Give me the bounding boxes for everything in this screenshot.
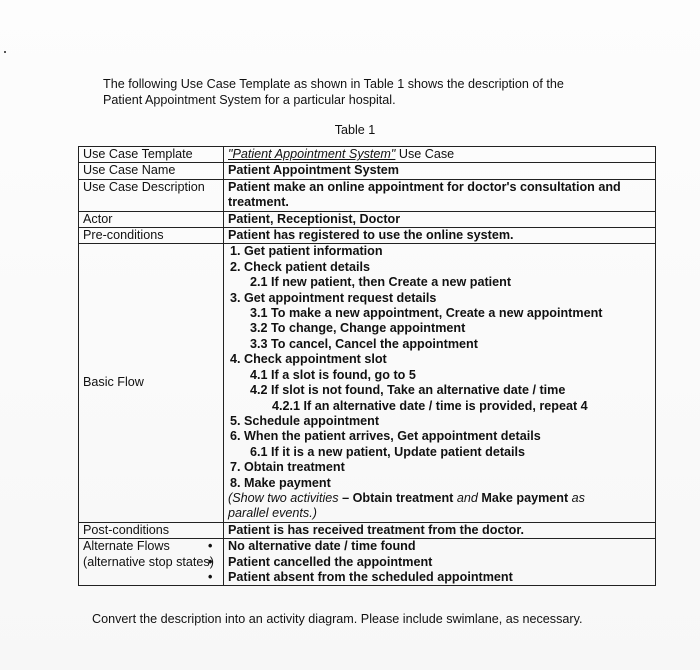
row-alternate [79,539,656,586]
row-name [79,163,656,179]
scan-speck [4,51,6,53]
label-postconditions: Post-conditions [79,522,224,538]
flow-step: 1. Get patient information [230,244,383,259]
row-actor [79,211,656,227]
flow-substep: 3.2 To change, Change appointment [250,321,466,336]
label-actor: Actor [79,211,224,227]
label-basic-flow: Basic Flow [79,244,224,522]
row-postconditions [79,522,656,538]
flow-subsubstep: 4.2.1 If an alternative date / time is provided, repeat 4 [272,398,588,413]
note-dash: – Obtain treatment [338,490,457,505]
intro-line-1: The following Use Case Template as shown in Table 1 shows the description of the [103,77,564,91]
alternate-item: • Patient absent from the scheduled appointment [228,570,651,585]
row-preconditions [79,228,656,244]
question-text: Convert the description into an activity diagram. Please include swimlane, as necessary. [92,612,583,626]
note-and: and [456,490,478,505]
intro-paragraph [103,76,643,108]
flow-substep: 2.1 If new patient, then Create a new patient [250,275,512,290]
use-case-table [78,146,656,586]
label-name: Use Case Name [79,163,224,179]
row-basic-flow [79,244,656,522]
value-template [224,147,656,163]
row-description [79,179,656,211]
alternate-item: • Patient cancelled the appointment [228,555,651,570]
flow-substep: 3.1 To make a new appointment, Create a new appointment [250,306,603,321]
note-end: parallel events.) [228,506,317,521]
table-caption: Table 1 [334,123,376,137]
flow-step: 5. Schedule appointment [230,413,380,428]
label-template: Use Case Template [79,147,224,163]
flow-step: 8. Make payment [230,475,331,490]
flow-step: 4. Check appointment slot [230,352,387,367]
flow-step: 6. When the patient arrives, Get appointment details [230,429,541,444]
value-alternate [224,539,656,586]
flow-step: 3. Get appointment request details [230,290,437,305]
value-name: Patient Appointment System [224,163,656,179]
flow-substep: 4.2 If slot is not found, Take an alternative date / time [250,383,566,398]
note-open: (Show two activities [228,490,339,505]
value-basic-flow [224,244,656,522]
value-template-name: "Patient Appointment System" [228,147,396,161]
note-as: as [571,490,585,505]
value-postconditions: Patient is has received treatment from the doctor. [224,522,656,538]
flow-substep: 4.1 If a slot is found, go to 5 [250,367,416,382]
label-preconditions: Pre-conditions [79,228,224,244]
flow-note [228,491,651,506]
flow-substep: 6.1 If it is a new patient, Update patient details [250,444,526,459]
note-mid: Make payment [477,490,572,505]
label-description: Use Case Description [79,179,224,211]
flow-step: 2. Check patient details [230,259,370,274]
value-template-suffix: Use Case [395,147,455,161]
value-preconditions: Patient has registered to use the online system. [224,228,656,244]
flow-step: 7. Obtain treatment [230,460,345,475]
flow-substep: 3.3 To cancel, Cancel the appointment [250,336,478,351]
value-actor: Patient, Receptionist, Doctor [224,211,656,227]
flow-note-end [228,506,651,521]
label-alternate: Alternate Flows (alternative stop states) [79,539,224,586]
row-template [79,147,656,163]
value-description: Patient make an online appointment for doctor's consultation and treatment. [224,179,656,211]
alternate-item: • No alternative date / time found [228,539,651,554]
intro-line-2: Patient Appointment System for a particular hospital. [103,93,396,107]
